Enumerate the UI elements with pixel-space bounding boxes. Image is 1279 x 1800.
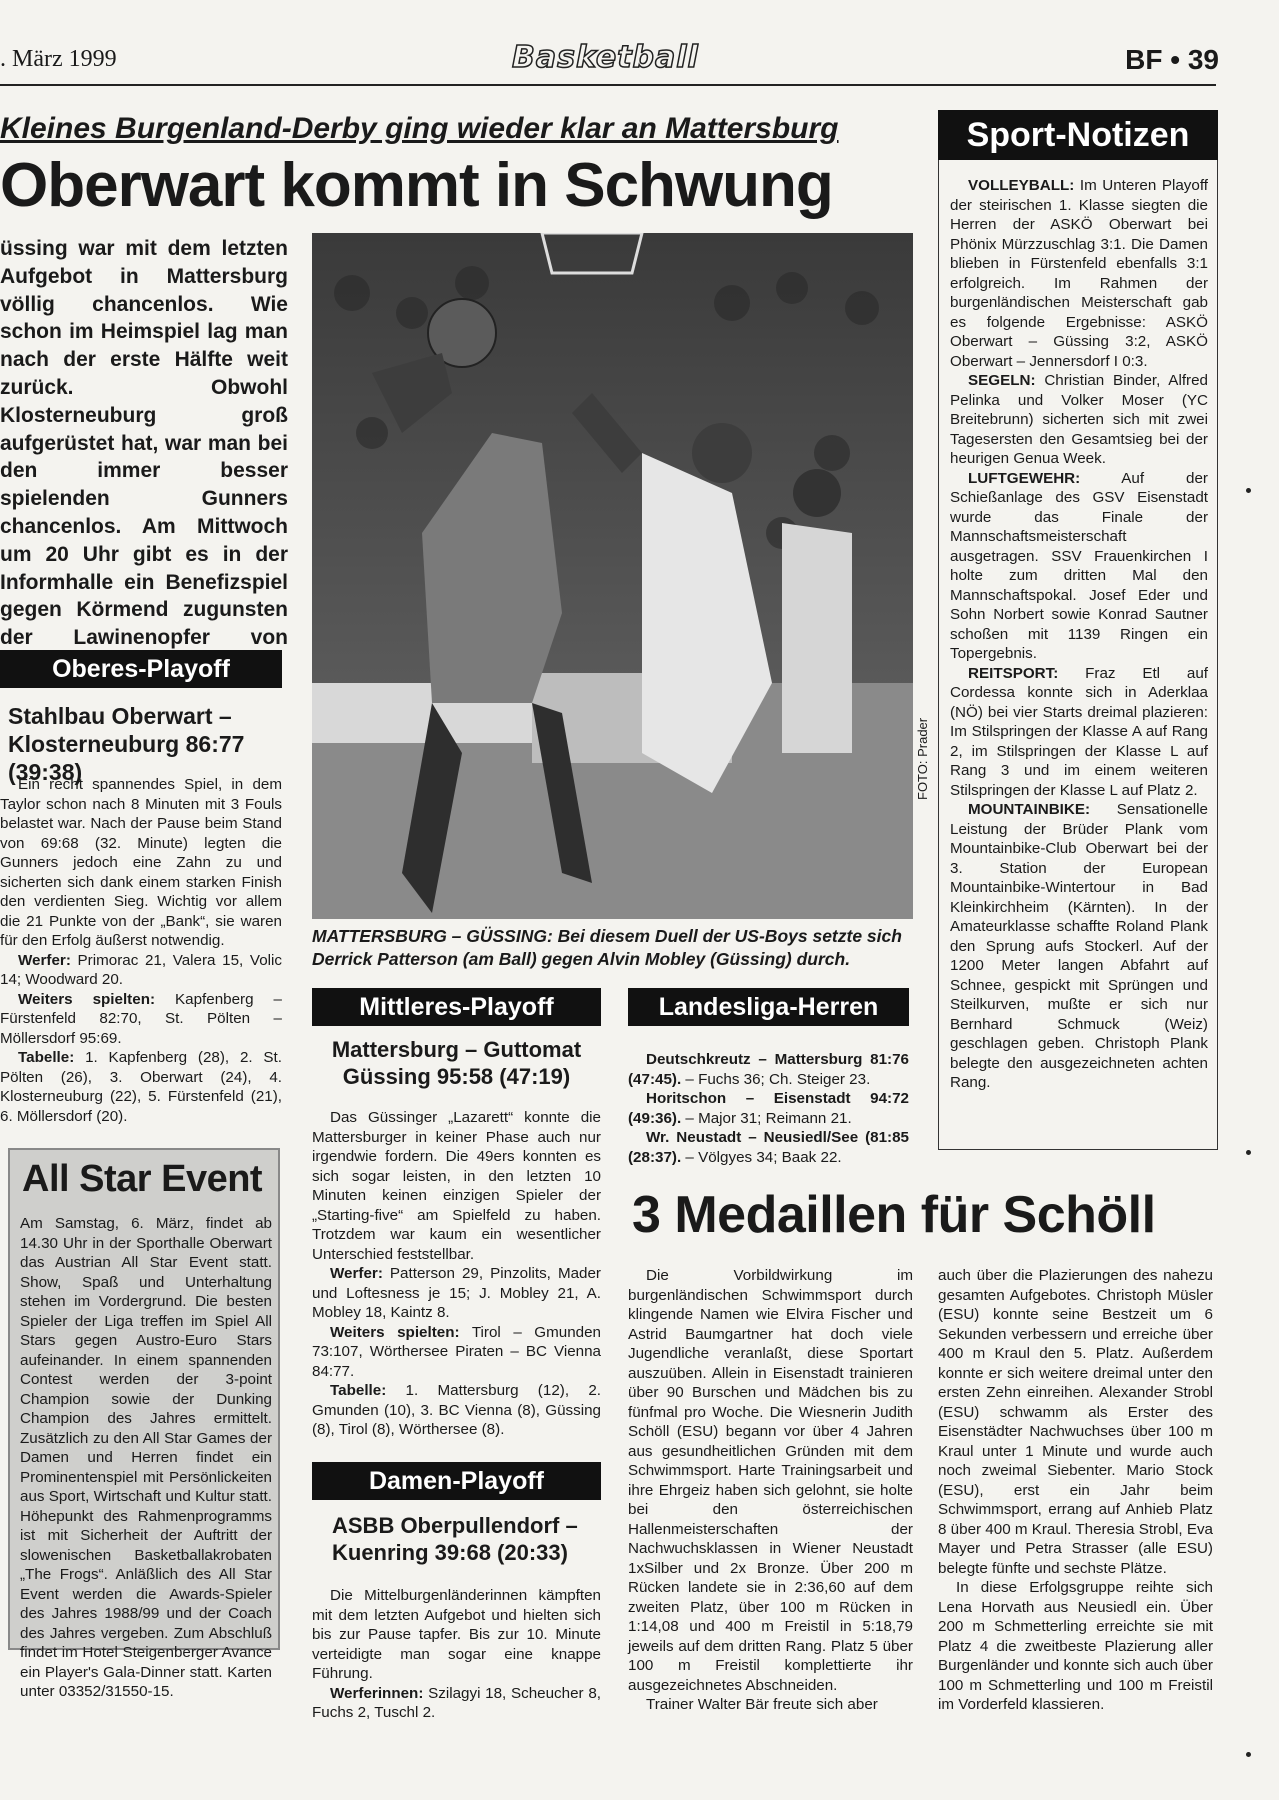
notiz-item xyxy=(950,469,1208,664)
issue-date: . März 1999 xyxy=(0,46,117,72)
medaillen-paragraph-3: auch über die Plazierungen des nahezu gesamten Aufgebotes. Christoph Müsler (ESU) konnte seine Bestzeit um 6 Sekunden verbessern und erreiche über 400 m Kraul den 5. Platz. Außerdem konnte er sich weitere dreimal unter den ersten Zehn einreihen. Alexander Strobl (ESU) schwamm als Erster des Eisenstädter Nachwuchses über 100 m Kraul unter 1 Minute und wurde auch noch zweimal Siebenter. Mario Stock (ESU), erst ein Jahr beim Schwimmsport, errang auf Anhieb Platz 8 über 400 m Kraul. Theresia Strobl, Eva Mayer und Petra Strasser (alle ESU) belegte fünfte und sechste Plätze. xyxy=(938,1267,1213,1577)
medaillen-paragraph-1: Die Vorbildwirkung im burgenländischen Schwimmsport durch klingende Namen wie Elvira Fischer und Astrid Baumgartner hat doch viele Jugendliche veranlaßt, diese Sportart auszuüben. Allein in Eisenstadt trainieren über 90 Burschen und Mädchen bis zu fünfmal pro Woche. Die Wiesnerin Judith Schöll (ESU) begann vor über 4 Jahren aus gesundheitlichen Gründen mit dem Schwimmsport. Harte Trainingsarbeit und ihre Ehrgeiz haben sich gelohnt, sie holte bei den österreichischen Hallenmeisterschaften der Nachwuchsklassen in Wiener Neustadt 1xSilber und 2x Bronze. Über 200 m Rücken landete sie in 2:36,60 auf dem zweiten Platz, über 100 m Rücken in 1:14,08 und 400 m Freistil in 5:18,79 jeweils auf dem dritten Rang. Platz 5 über 100 m Freistil komplettierte ihr ausgezeichnetes Abschneiden. xyxy=(628,1267,913,1694)
oberes-score: Stahlbau Oberwart – Klosterneuburg 86:77 (39:38) xyxy=(8,703,245,785)
mittleres-playoff-bar: Mittleres-Playoff xyxy=(312,988,601,1026)
sport-notizen-list xyxy=(950,176,1208,1093)
notiz-item xyxy=(950,371,1208,469)
medaillen-col-1 xyxy=(628,1266,913,1715)
photo-credit: FOTO: Prader xyxy=(915,717,930,800)
photo-caption: MATTERSBURG – GÜSSING: Bei diesem Duell der US-Boys setzte sich Derrick Patterson (am Ball) gegen Alvin Mobley (Güssing) durch. xyxy=(312,926,902,969)
damen-werfer: Szilagyi 18, Scheucher 8, Fuchs 2, Tuschl 2. xyxy=(312,1684,601,1721)
notiz-label: REITSPORT: xyxy=(968,664,1059,682)
oberes-weiters: Kapfenberg – Fürstenfeld 82:70, St. Pölten – Möllersdorf 95:69. xyxy=(0,990,282,1047)
notiz-label: SEGELN: xyxy=(968,372,1036,389)
sport-notizen-bar: Sport-Notizen xyxy=(938,110,1218,160)
notiz-text: Im Unteren Playoff der steirischen 1. Klasse siegten die Herren der ASKÖ Oberwart bei Phönix Mürzzuschlag 3:1. Die Damen blieben in Fürstenfeld ebenfalls 3:1 erfolgreich. Im Rahmen der burgenländischen Meisterschaft gab es folgende Ergebnisse: ASKÖ Oberwart – Güssing 3:2, ASKÖ Oberwart – Jennersdorf I 0:3. xyxy=(950,177,1208,370)
medaillen-paragraph-2: Trainer Walter Bär freute sich aber xyxy=(646,1696,878,1713)
oberes-article xyxy=(0,775,282,1126)
section-title: Basketball xyxy=(512,40,699,75)
notiz-label: MOUNTAINBIKE: xyxy=(968,801,1091,818)
medaillen-col-2 xyxy=(938,1266,1213,1715)
allstar-box xyxy=(8,1148,280,1700)
mittleres-text: Das Güssinger „Lazarett“ konnte die Mattersburger in keiner Phase auch nur irgendwie fordern. Die 49ers konnten es sich sogar leisten, in den letzten 10 Minuten keinen einzigen Spieler der „Starting-five“ am Spielfeld zu haben. Trotzdem war kaum ein wesentlicher Unterschied feststellbar. xyxy=(312,1109,601,1263)
mittleres-tabelle-label: Tabelle: xyxy=(330,1382,387,1399)
oberes-tabelle-label: Tabelle: xyxy=(18,1049,75,1066)
notiz-item xyxy=(950,664,1208,801)
damen-playoff-bar: Damen-Playoff xyxy=(312,1462,601,1500)
medaillen-headline: 3 Medaillen für Schöll xyxy=(632,1186,1156,1244)
oberes-weiters-label: Weiters spielten: xyxy=(18,990,156,1008)
main-headline: Oberwart kommt in Schwung xyxy=(0,151,833,220)
notiz-item xyxy=(950,176,1208,371)
landesliga-result-1-scorers: – Fuchs 36; Ch. Steiger 23. xyxy=(681,1070,871,1088)
notiz-text: Auf der Schießanlage des GSV Eisenstadt wurde das Finale der Mannschaftsmeisterschaft ausgetragen. SSV Frauenkirchen I holte zum dritten Mal den Mannschaftspokal. Josef Eder und Sohn Norbert sowie Konrad Sautner schoßen mit 1139 Ringen ein Topergebnis. xyxy=(950,469,1208,662)
header-rule xyxy=(0,84,1216,86)
oberes-werfer-label: Werfer: xyxy=(18,951,71,969)
notiz-text: Christian Binder, Alfred Pelinka und Volker Moser (YC Breitebrunn) sicherten sich mit zwei Tagesersten den Gesamtsieg bei der heurigen Genua Week. xyxy=(950,372,1208,467)
allstar-title: All Star Event xyxy=(22,1158,263,1200)
medaillen-paragraph-4: In diese Erfolgsgruppe reihte sich Lena Horvath aus Neusiedl ein. Über 200 m Schmetterling erreichte sie mit Platz 4 die zweitbeste Plazierung aller Burgenländer und konnte sich auch über 100 m Schmetterling und 100 m Freistil im Vorderfeld klassieren. xyxy=(938,1579,1213,1713)
mittleres-werfer-label: Werfer: xyxy=(330,1265,383,1282)
mittleres-weiters: Tirol – Gmunden 73:107, Wörthersee Piraten – BC Vienna 84:77. xyxy=(312,1323,601,1380)
margin-dot xyxy=(1246,488,1251,493)
landesliga-result-2-scorers: – Major 31; Reimann 21. xyxy=(681,1109,852,1127)
mittleres-article xyxy=(312,1108,601,1440)
landesliga-results xyxy=(628,1050,909,1167)
landesliga-bar: Landesliga-Herren xyxy=(628,988,909,1026)
landesliga-result-2-teams: Horitschon – Eisenstadt 94:72 (49:36). xyxy=(628,1090,909,1127)
lead-paragraph: üssing war mit dem letzten Aufgebot in Mattersburg völlig chancenlos. Wie schon im Heimspiel lag man nach der erste Hälfte weit zurück. Obwohl Klosterneuburg groß aufgerüstet hat, war man bei den immer besser spielenden Gunners chancenlos. Am Mittwoch um 20 Uhr gibt es in der Informhalle ein Benefizspiel gegen Körmend zugunsten der Lawinenopfer von xyxy=(0,237,288,650)
landesliga-result-1-teams: Deutschkreutz – Mattersburg 81:76 (47:45). xyxy=(628,1051,909,1088)
kicker: Kleines Burgenland-Derby ging wieder klar an Mattersburg xyxy=(0,112,839,145)
photo-illustration xyxy=(312,233,913,919)
page-number: BF • 39 xyxy=(1125,44,1219,75)
notiz-item xyxy=(950,800,1208,1093)
mittleres-score: Mattersburg – Guttomat Güssing 95:58 (47:19) xyxy=(331,1037,582,1089)
notiz-text: Sensationelle Leistung der Brüder Plank vom Mountainbike-Club Oberwart bei der 3. Station der European Mountainbike-Wintertour in Bad Kleinkirchheim (Kärnten). In der Amateurklasse schaffte Roland Plank den Sprung aufs Stockerl. Auf der 1200 Meter langen Abfahrt auf Schnee, gespickt mit Sprüngen und Steilkurven, mußte er sich nur Bernhard Schmuck (Weiz) geschlagen geben. Christoph Plank belegte den ausgezeichneten achten Rang. xyxy=(950,801,1208,1091)
oberes-text: Ein recht spannendes Spiel, in dem Taylor schon nach 8 Minuten mit 3 Fouls belastet war. Nach der Pause beim Stand von 69:68 (32. Minute) legten die Gunners jedoch eine Zahn zu und sicherten sich dank einem starken Finish den verdienten Sieg. Wichtig vor allem die 21 Punkte von der „Bank“, sie waren für den Erfolg äußerst notwendig. xyxy=(0,776,282,949)
mittleres-werfer: Patterson 29, Pinzolits, Mader und Loftesness je 15; J. Mobley 21, A. Mobley 18, Kaintz 8. xyxy=(312,1265,601,1321)
oberes-tabelle: 1. Kapfenberg (28), 2. St. Pölten (26), 3. Oberwart (24), 4. Klosterneuburg (22), 5. Fürstenfeld (21), 6. Möllersdorf (20). xyxy=(0,1049,282,1125)
damen-article xyxy=(312,1586,601,1723)
mittleres-tabelle: 1. Mattersburg (12), 2. Gmunden (10), 3. BC Vienna (8), Güssing (8), Tirol (8), Wörthersee (8). xyxy=(312,1382,601,1438)
landesliga-result-3-teams: Wr. Neustadt – Neusiedl/See (81:85 (28:37). xyxy=(628,1129,909,1166)
mittleres-weiters-label: Weiters spielten: xyxy=(330,1323,460,1341)
margin-dot xyxy=(1246,1150,1251,1155)
allstar-text: Am Samstag, 6. März, findet ab 14.30 Uhr in der Sporthalle Oberwart das Austrian All Star Event statt. Show, Spaß und Unterhaltung stehen im Vordergrund. Die besten Spieler der Liga treffen im Spiel All Stars gegen Austro-Euro Stars aufeinander. In einem spannenden Contest werden der 3-point Champion sowie der Dunking Champion des Jahres ermittelt. Zusätzlich zu den All Star Games der Damen und Herren findet ein Prominentenspiel mit Persönlickeiten aus Sport, Wirtschaft und Kultur statt. Höhepunkt des Rahmenprogramms ist mit Sicherheit der Auftritt der slowenischen Basketballakrobaten „The Frogs“. Anläßlich des All Star Event werden die Awards-Spieler des Jahres 1988/99 und der Coach des Jahres vergeben. Zum Abschluß findet im Hotel Steigenberger Avance ein Player's Gala-Dinner statt. Karten unter 03352/31550-15. xyxy=(20,1215,272,1700)
margin-dot xyxy=(1246,1752,1251,1757)
oberes-werfer: Primorac 21, Valera 15, Volic 14; Woodward 20. xyxy=(0,951,282,988)
landesliga-result-3-scorers: – Völgyes 34; Baak 22. xyxy=(681,1148,842,1166)
notiz-label: LUFTGEWEHR: xyxy=(968,469,1081,487)
oberes-playoff-bar: Oberes-Playoff xyxy=(0,650,282,688)
damen-score: ASBB Oberpullendorf – Kuenring 39:68 (20:33) xyxy=(332,1513,578,1565)
basketball-photo xyxy=(312,233,913,919)
notiz-label: VOLLEYBALL: xyxy=(968,177,1075,194)
notiz-text: Fraz Etl auf Cordessa konnte sich in Aderklaa (NÖ) bei vier Starts dreimal plazieren: Im Stilspringen der Klasse A auf Rang 2, im Stilspringen der Klasse L auf Rang 3 und im einem weiteren Stilspringen der Klasse L auf Platz 2. xyxy=(950,664,1208,799)
damen-text: Die Mittelburgenländerinnen kämpften mit dem letzten Aufgebot und hielten sich bis zur Pause tapfer. Bis zur 10. Minute verteidigte man sogar eine knappe Führung. xyxy=(312,1587,601,1682)
damen-werfer-label: Werferinnen: xyxy=(330,1684,424,1702)
